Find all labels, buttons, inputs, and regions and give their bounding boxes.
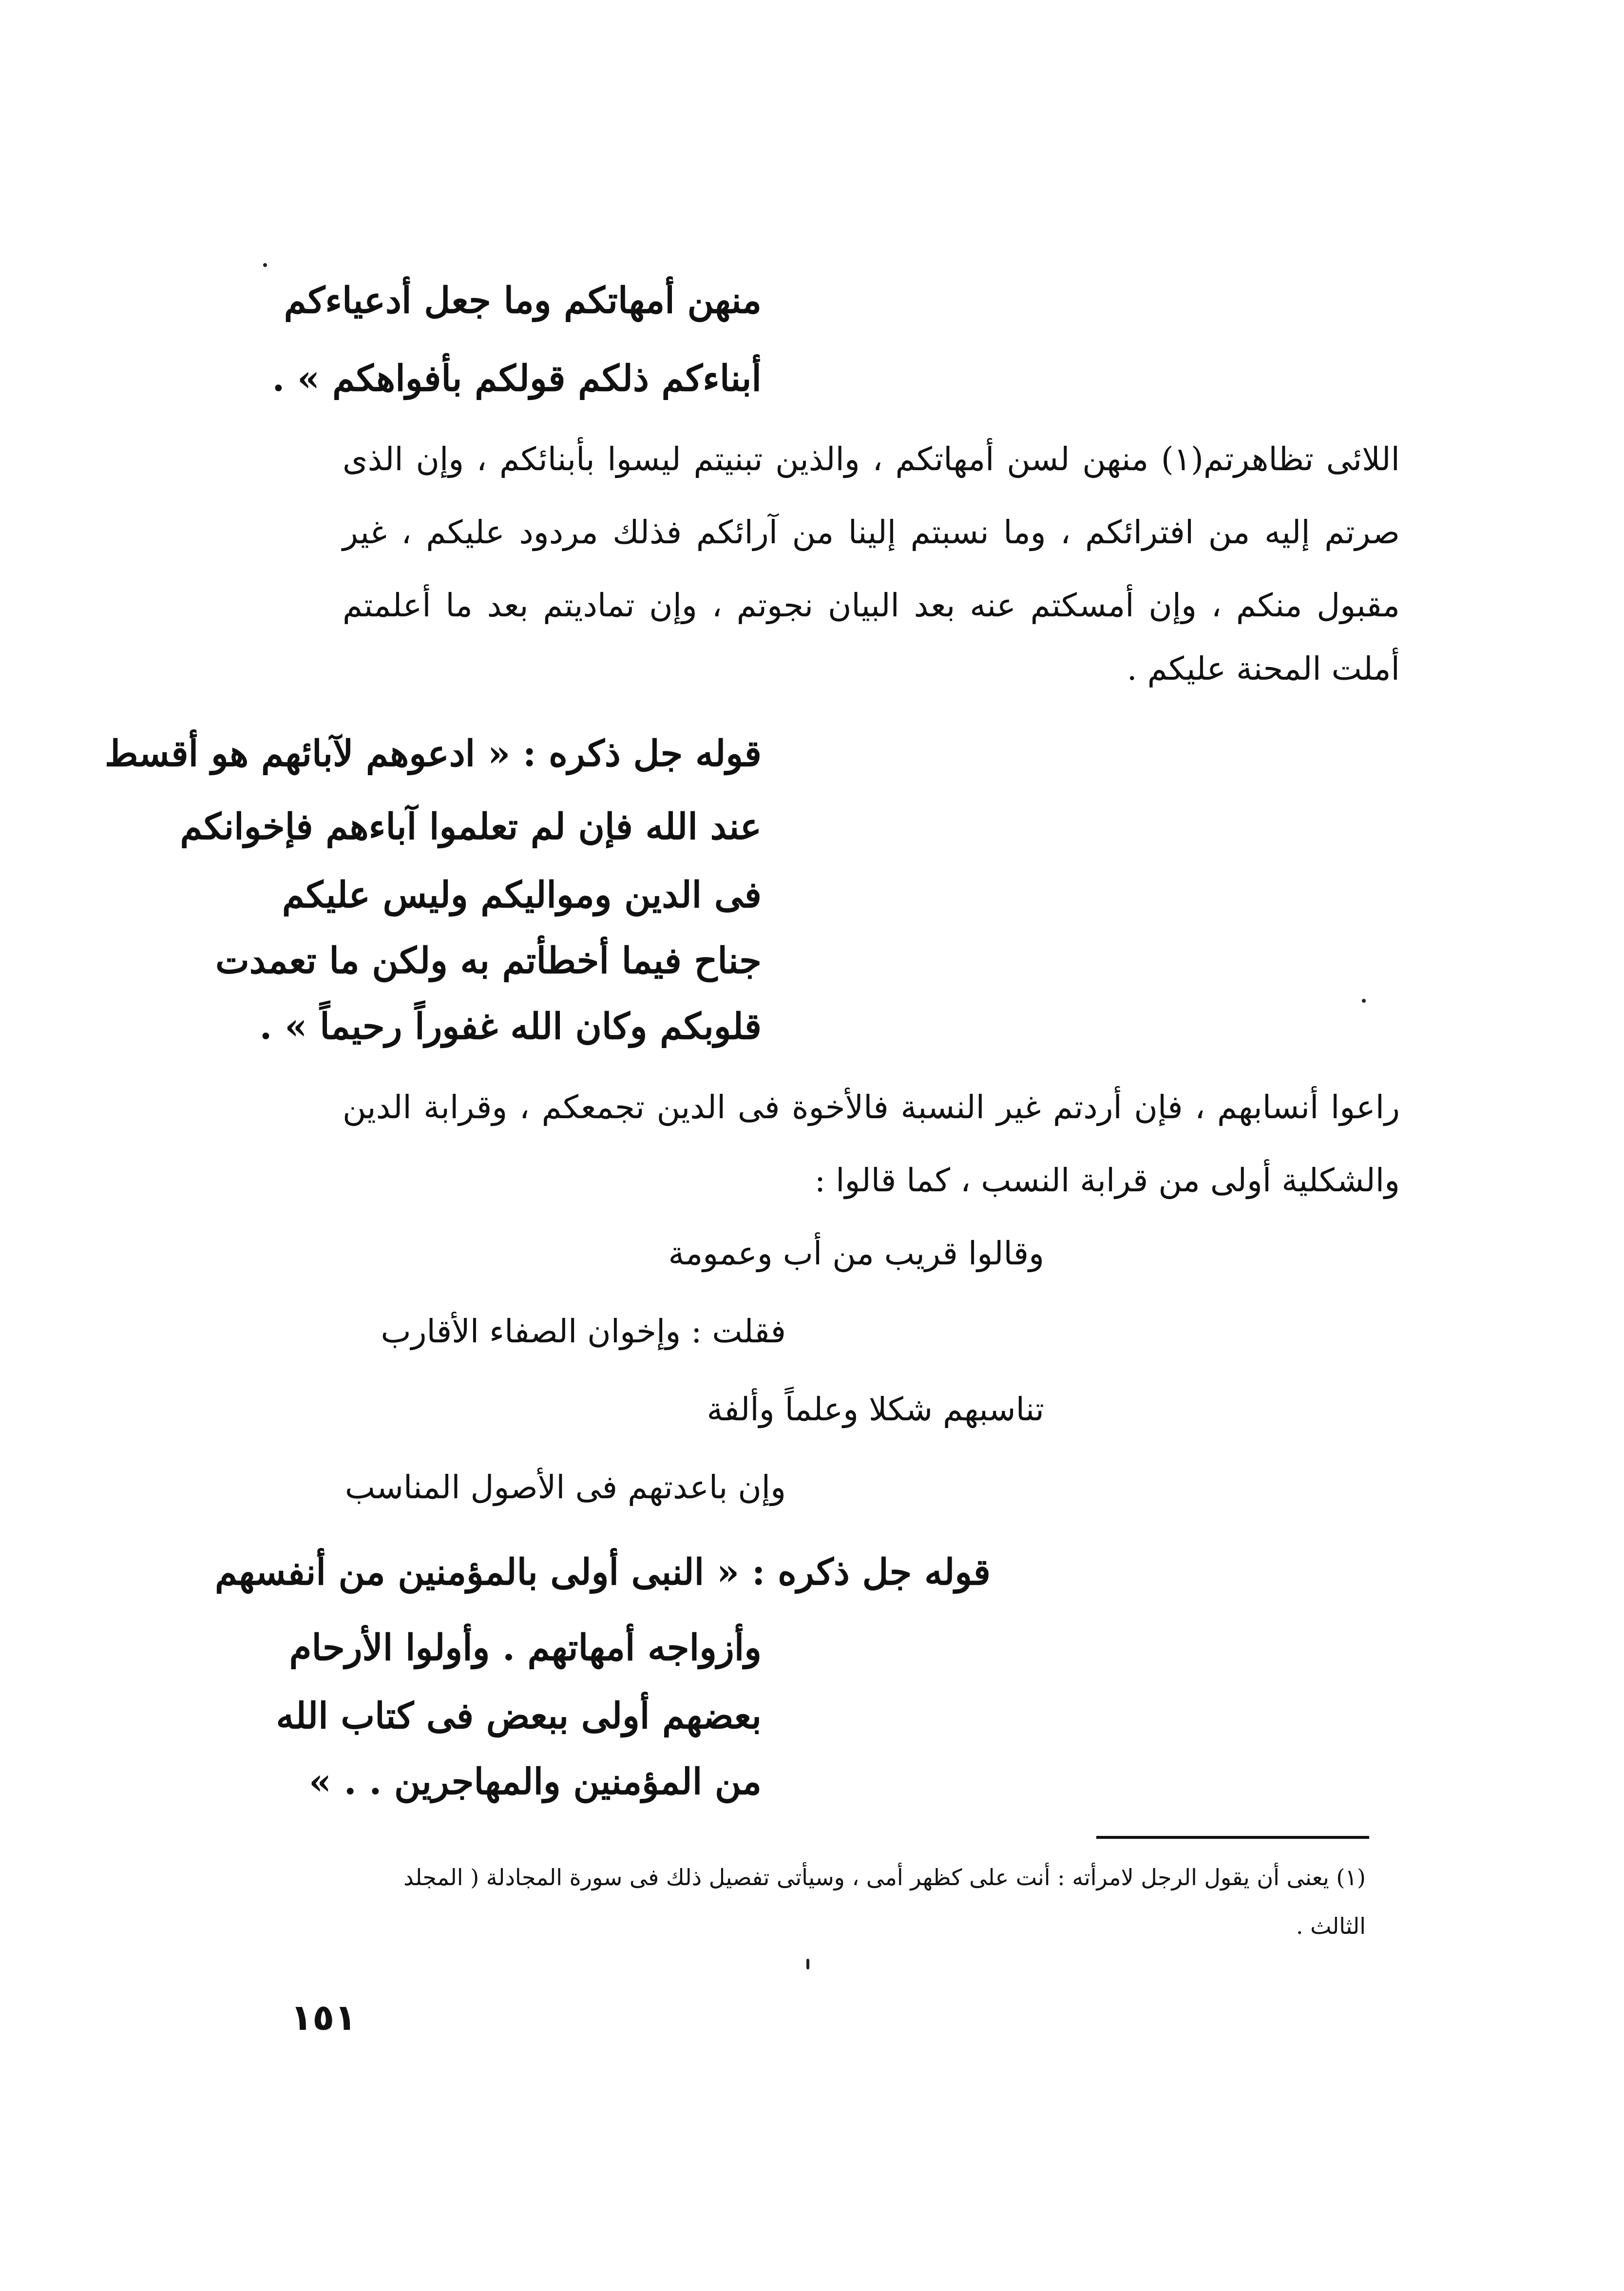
poem-line: تناسبهم شكلا وعلماً وألفة [707,1391,1044,1428]
poem-line: وإن باعدتهم فى الأصول المناسب [344,1469,786,1506]
paragraph-line: راعوا أنسابهم ، فإن أردتم غير النسبة فالأخوة فى الدين تجمعكم ، وقرابة الدين [343,1088,1400,1126]
paragraph-line: صرتم إليه من افترائكم ، وما نسبتم إلينا من آرائكم فذلك مردود عليكم ، غير [343,514,1400,551]
page-number: ١٥١ [290,1997,357,2039]
paragraph-line: والشكلية أولى من قرابة النسب ، كما قالوا : [814,1162,1400,1199]
scan-speck [1362,999,1366,1003]
verse-line: وأزواجه أمهاتهم . وأولوا الأرحام [289,1627,762,1669]
verse-line: جناح فيما أخطأتم به ولكن ما تعمدت [215,940,762,982]
verse-line: قوله جل ذكره : « النبى أولى بالمؤمنين من أنفسهم [214,1551,991,1593]
footnote-line: (١) يعنى أن يقول الرجل لامرأته : أنت على كظهر أمى ، وسيأتى تفصيل ذلك فى سورة المجادلة ( المجلد [403,1864,1366,1890]
poem-line: وقالوا قريب من أب وعمومة [668,1235,1044,1272]
scan-speck [806,1959,809,1969]
verse-line: قوله جل ذكره : « ادعوهم لآبائهم هو أقسط [105,733,762,775]
paragraph-line: مقبول منكم ، وإن أمسكتم عنه بعد البيان نجوتم ، وإن تماديتم بعد ما أعلمتم [343,587,1400,624]
verse-line: عند الله فإن لم تعلموا آباءهم فإخوانكم [180,806,762,848]
scan-speck [263,263,267,267]
verse-line: قلوبكم وكان الله غفوراً رحيماً » . [259,1006,762,1048]
poem-line: فقلت : وإخوان الصفاء الأقارب [381,1313,786,1350]
verse-line: بعضهم أولى ببعض فى كتاب الله [276,1695,762,1737]
paragraph-line: اللائى تظاهرتم(١) منهن لسن أمهاتكم ، والذين تبنيتم ليسوا بأبنائكم ، وإن الذى [343,440,1400,478]
verse-line: فى الدين ومواليكم وليس عليكم [282,874,762,916]
verse-line: أبناءكم ذلكم قولكم بأفواهكم » . [272,358,762,400]
verse-line: من المؤمنين والمهاجرين . . » [308,1761,762,1803]
verse-line: منهن أمهاتكم وما جعل أدعياءكم [284,280,762,322]
footnote-line: الثالث . [1296,1913,1366,1939]
paragraph-line: أملت المحنة عليكم . [1127,650,1400,687]
footnote-divider [1096,1836,1369,1839]
